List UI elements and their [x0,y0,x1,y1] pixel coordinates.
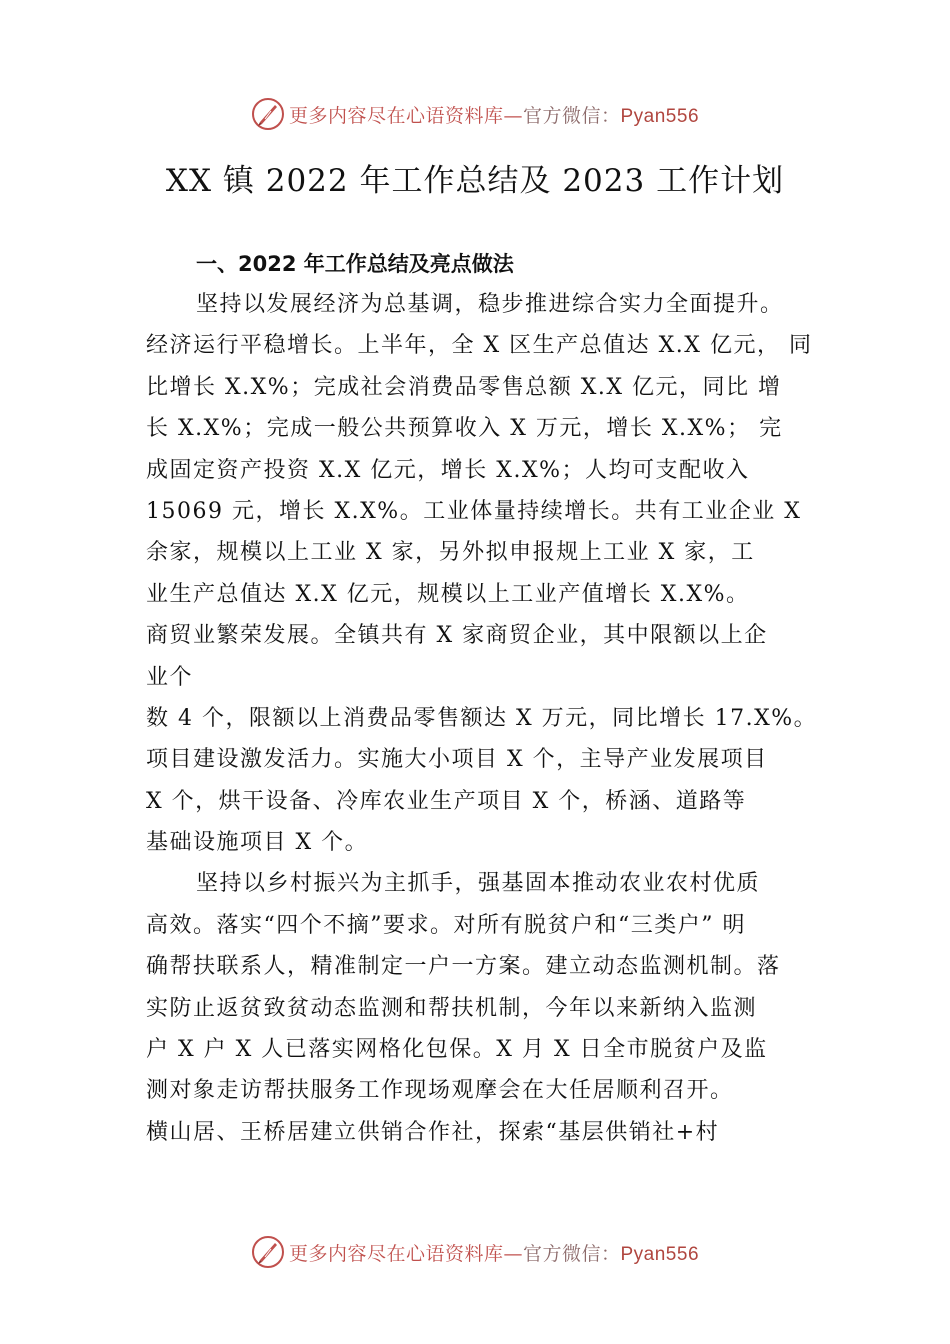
watermark-text [289,101,699,128]
paragraph-1-line: 商贸业繁荣发展。全镇共有 X 家商贸企业，其中限额以上企 [146,623,768,649]
paragraph-2-line: 确帮扶联系人，精准制定一户一方案。建立动态监测机制。落 [146,954,781,980]
watermark-contact-id: Pyan556 [620,1243,700,1265]
watermark-prefix: 更多内容尽在心语资料库 [288,104,504,127]
document-title: XX 镇 2022 年工作总结及 2023 工作计划 [165,163,785,199]
paragraph-1-line: 业个 [146,664,194,690]
paragraph-1-line: 余家，规模以上工业 X 家，另外拟申报规上工业 X 家，工 [146,540,755,566]
paragraph-2-line: 实防止返贫致贫动态监测和帮扶机制，今年以来新纳入监测 [146,995,758,1021]
watermark-footer [0,1234,950,1270]
paragraph-1-line: X 个，烘干设备、冷库农业生产项目 X 个，桥涵、道路等 [146,788,747,814]
paragraph-1-line: 比增长 X.X%；完成社会消费品零售总额 X.X 亿元，同比 增 [146,374,782,400]
paragraph-2-line: 测对象走访帮扶服务工作现场观摩会在大任居顺利召开。 [146,1078,734,1104]
paragraph-2-line: 户 X 户 X 人已落实网格化包保。X 月 X 日全市脱贫户及监 [146,1037,768,1063]
document-body [146,284,836,1153]
paragraph-2-line: 坚持以乡村振兴为主抓手，强基固本推动农业农村优质 [196,871,761,897]
paragraph-1-line: 业生产总值达 X.X 亿元，规模以上工业产值增长 X.X%。 [146,581,750,607]
watermark-prefix: 更多内容尽在心语资料库 [288,1242,504,1265]
watermark-contact-label: 官方微信： [522,1242,621,1265]
paragraph-1-line: 长 X.X%；完成一般公共预算收入 X 万元，增长 X.X%； 完 [146,416,783,442]
watermark-text [289,1239,699,1266]
feather-pen-logo-icon [251,97,285,131]
paragraph-1-line: 基础设施项目 X 个。 [146,830,369,856]
watermark-contact-id: Pyan556 [620,105,700,127]
section-heading: 一、2022 年工作总结及亮点做法 [196,252,514,276]
paragraph-1-line: 项目建设激发活力。实施大小项目 X 个，主导产业发展项目 [146,747,768,773]
watermark-dash: — [503,1242,523,1265]
paragraph-2-line: 高效。落实“四个不摘”要求。对所有脱贫户和“三类户” 明 [146,912,746,938]
feather-pen-logo-icon [251,1235,285,1269]
watermark-contact-label: 官方微信： [522,104,621,127]
watermark-dash: — [503,104,523,127]
paragraph-1-line: 坚持以发展经济为总基调，稳步推进综合实力全面提升。 [196,292,784,317]
paragraph-1-line: 成固定资产投资 X.X 亿元，增长 X.X%；人均可支配收入 [146,457,750,483]
paragraph-1-line: 经济运行平稳增长。上半年，全 X 区生产总值达 X.X 亿元， 同 [146,333,813,359]
watermark-header [0,96,950,132]
paragraph-1-line: 数 4 个，限额以上消费品零售额达 X 万元，同比增长 17.X%。 [146,705,818,731]
paragraph-2-line: 横山居、王桥居建立供销合作社，探索“基层供销社+村 [146,1119,720,1145]
paragraph-1-line: 15069 元，增长 X.X%。工业体量持续增长。共有工业企业 X [146,498,802,524]
